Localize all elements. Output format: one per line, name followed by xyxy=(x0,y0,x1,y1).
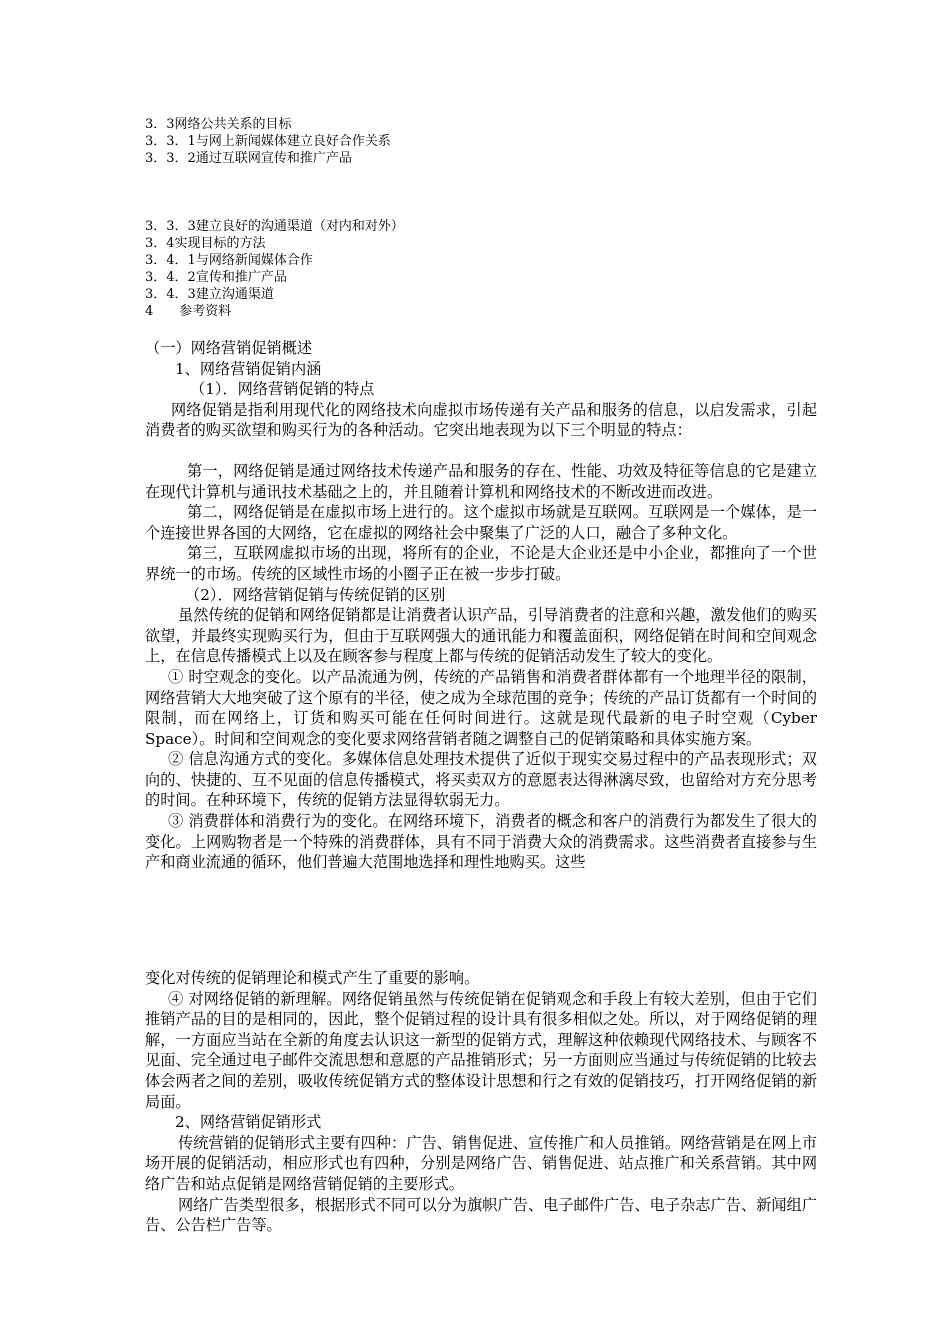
paragraph-diff: 虽然传统的促销和网络促销都是让消费者认识产品，引导消费者的注意和兴趣，激发他们的购买欲望，并最终实现购买行为，但由于互联网强大的通讯能力和覆盖面积，网络促销在时间和空间观念上，在信息传播模式上以及在顾客参与程度上都与传统的促销活动发生了较大的变化。 xyxy=(145,606,817,666)
paragraph-third: 第三，互联网虚拟市场的出现，将所有的企业，不论是大企业还是中小企业，都推向了一个世界统一的市场。传统的区域性市场的小圈子正在被一步步打破。 xyxy=(145,544,817,583)
toc-item: 3．4实现目标的方法 xyxy=(145,236,266,251)
toc-item: 3．4．1与网络新闻媒体合作 xyxy=(145,253,313,268)
paragraph-item-2: ② 信息沟通方式的变化。多媒体信息处理技术提供了近似于现实交易过程中的产品表现形式；双向的、快捷的、互不见面的信息传播模式，将买卖双方的意愿表达得淋漓尽致，也留给对方充分思考的时间。在种环境下，传统的促销方法显得软弱无力。 xyxy=(145,750,817,810)
paragraph-ads: 网络广告类型很多，根据形式不同可以分为旗帜广告、电子邮件广告、电子杂志广告、新闻组广告、公告栏广告等。 xyxy=(145,1195,817,1235)
paragraph-intro: 网络促销是指利用现代化的网络技术向虚拟市场传递有关产品和服务的信息，以启发需求，引起消费者的购买欲望和购买行为的各种活动。它突出地表现为以下三个明显的特点： xyxy=(145,400,817,440)
subsubsection-heading: （1）．网络营销促销的特点 xyxy=(190,380,375,399)
toc-item: 3．3．3建立良好的沟通渠道（对内和对外） xyxy=(145,219,404,234)
body-part-2 xyxy=(145,968,817,1236)
toc-item: 3．4．2宣传和推广产品 xyxy=(145,270,287,285)
paragraph-item-3-continued: 变化对传统的促销理论和模式产生了重要的影响。 xyxy=(145,969,480,987)
toc-item: 3．3网络公共关系的目标 xyxy=(145,117,292,132)
paragraph-item-4: ④ 对网络促销的新理解。网络促销虽然与传统促销在促销观念和手段上有较大差别，但由于它们推销产品的目的是相同的，因此，整个促销过程的设计具有很多相似之处。所以，对于网络促销的理解，一方面应当站在全新的角度去认识这一新型的促销方式，理解这种依赖现代网络技术、与顾客不见面、完全通过电子邮件交流思想和意愿的产品推销形式；另一方面则应当通过与传统促销的比较去体会两者之间的差别，吸收传统促销方式的整体设计思想和行之有效的促销技巧，打开网络促销的新局面。 xyxy=(145,989,817,1111)
toc-item: 3．4．3建立沟通渠道 xyxy=(145,287,274,302)
paragraph-item-3: ③ 消费群体和消费行为的变化。在网络环境下，消费者的概念和客户的消费行为都发生了很大的变化。上网购物者是一个特殊的消费群体，具有不同于消费大众的消费需求。这些消费者直接参与生产和商业流通的循环，他们普遍大范围地选择和理性地购买。这些 xyxy=(145,812,817,872)
paragraph-item-1: ① 时空观念的变化。以产品流通为例，传统的产品销售和消费者群体都有一个地理半径的限制，网络营销大大地突破了这个原有的半径，使之成为全球范围的竞争；传统的产品订货都有一个时间的限制，而在网络上，订货和购买可能在任何时间进行。这就是现代最新的电子时空观（Cyber Space）。时间和空间观念的变化要求网络营销者随之调整自己的促销策略和具体实施方案。 xyxy=(145,667,817,748)
toc-item: 3．3．1与网上新闻媒体建立良好合作关系 xyxy=(145,134,391,149)
toc-item: 4 参考资料 xyxy=(145,304,232,319)
subsection-heading: 1、网络营销促销内涵 xyxy=(175,359,322,378)
paragraph-first: 第一，网络促销是通过网络技术传递产品和服务的存在、性能、功效及特征等信息的它是建立在现代计算机与通讯技术基础之上的，并且随着计算机和网络技术的不断改进而改进。 xyxy=(145,461,817,501)
section-heading: （一）网络营销促销概述 xyxy=(145,339,313,357)
toc-item: 3．3．2通过互联网宣传和推广产品 xyxy=(145,151,352,166)
paragraph-forms: 传统营销的促销形式主要有四种：广告、销售促进、宣传推广和人员推销。网络营销是在网上市场开展的促销活动，相应形式也有四种，分别是网络广告、销售促进、站点推广和关系营销。其中网络广告和站点促销是网络营销促销的主要形式。 xyxy=(145,1133,817,1193)
subsubsection-heading: （2）．网络营销促销与传统促销的区别 xyxy=(185,585,446,604)
subsection-heading: 2、网络营销促销形式 xyxy=(175,1113,322,1132)
body-part-1 xyxy=(145,338,817,873)
paragraph-second: 第二，网络促销是在虚拟市场上进行的。这个虚拟市场就是互联网。互联网是一个媒体，是一个连接世界各国的大网络，它在虚拟的网络社会中聚集了广泛的人口，融合了多种文化。 xyxy=(145,503,817,542)
